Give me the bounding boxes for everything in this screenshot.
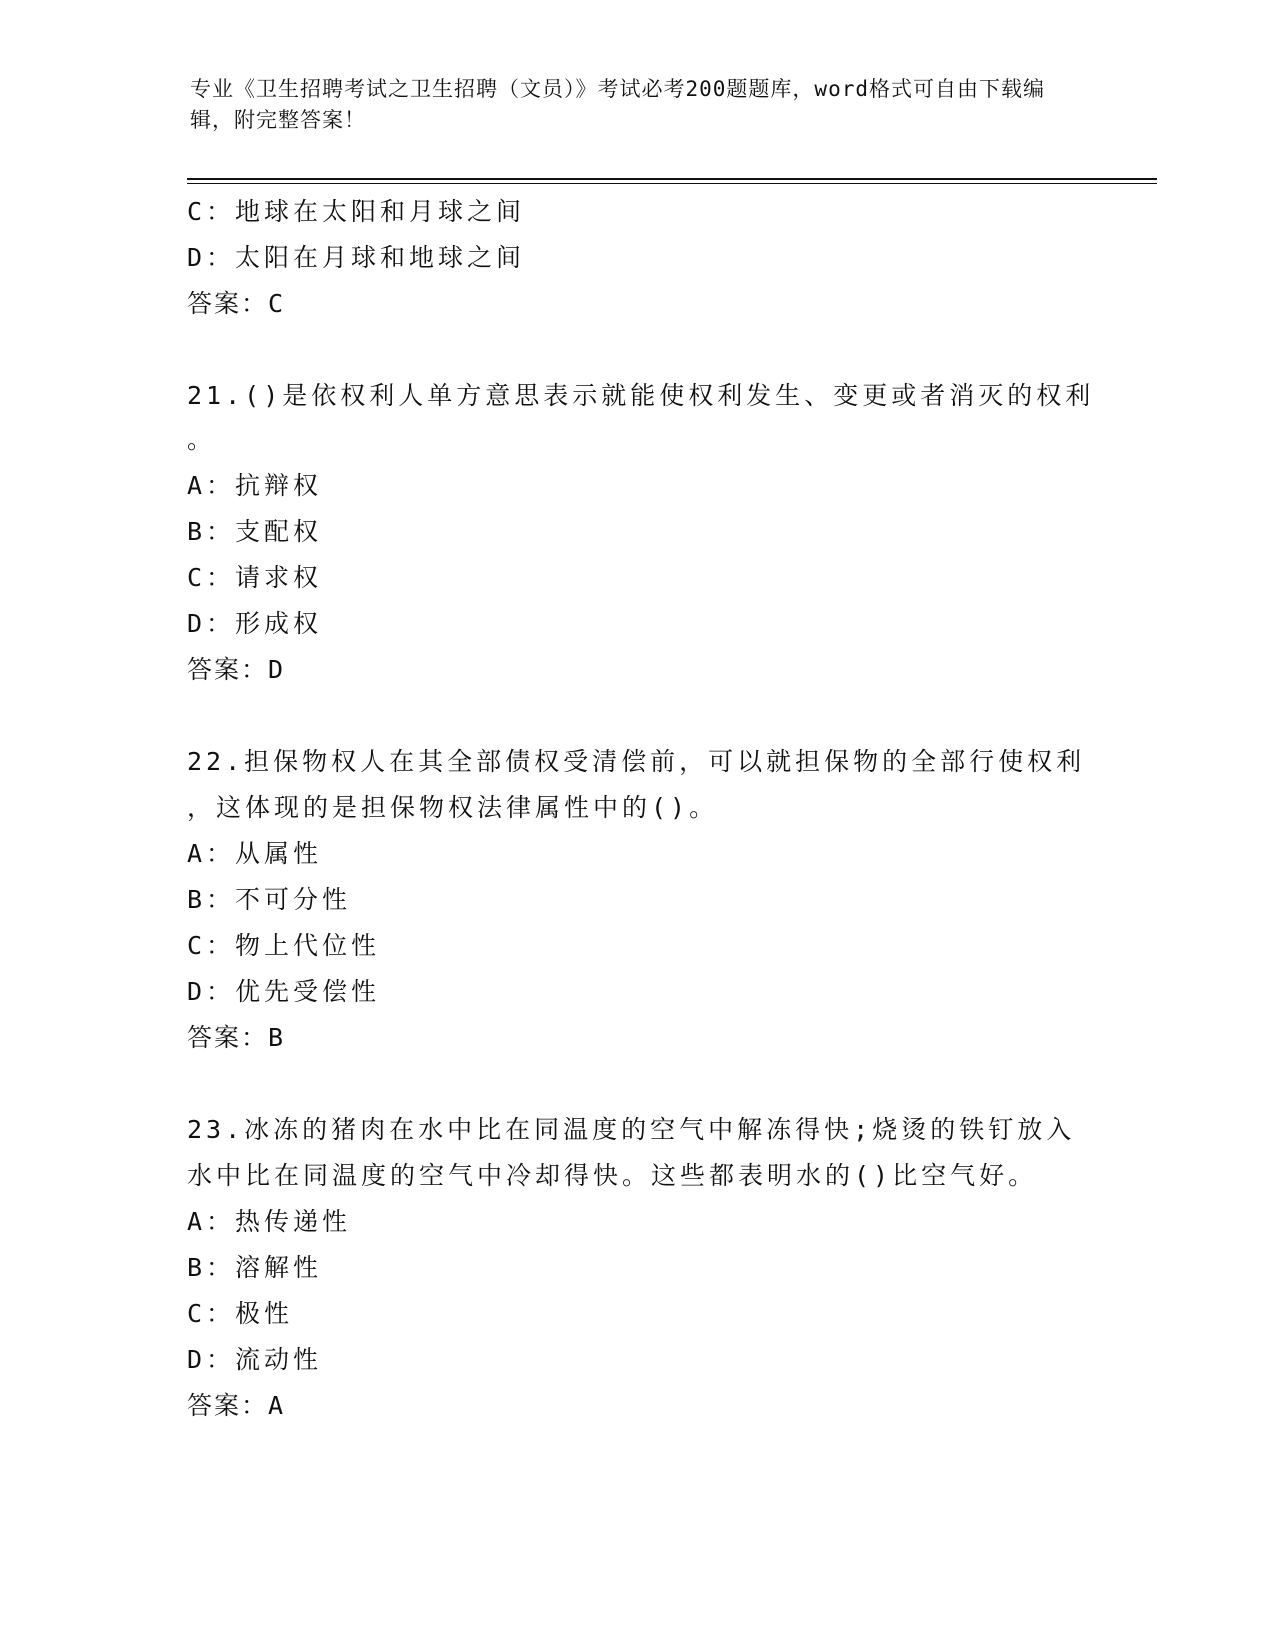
header-rule-thin: [187, 183, 1157, 184]
q21-option-c: C：请求权: [187, 563, 323, 592]
document-header: 专业《卫生招聘考试之卫生招聘（文员）》考试必考200题题库，word格式可自由下载编辑，附完整答案！: [190, 77, 1045, 132]
q21-stem-line2: 。: [187, 425, 217, 454]
q21-answer: 答案：D: [187, 655, 286, 684]
q22-option-b: B：不可分性: [187, 885, 352, 914]
q23-option-b: B：溶解性: [187, 1253, 323, 1282]
q23-stem-line2: 水中比在同温度的空气中冷却得快。这些都表明水的()比空气好。: [187, 1161, 1038, 1190]
q23-option-a: A：热传递性: [187, 1207, 352, 1236]
q22-stem-line1: 22.担保物权人在其全部债权受清偿前，可以就担保物的全部行使权利: [187, 747, 1086, 776]
q22-stem-line2: ，这体现的是担保物权法律属性中的()。: [187, 793, 719, 822]
q23-stem-line1: 23.冰冻的猪肉在水中比在同温度的空气中解冻得快;烧烫的铁钉放入: [187, 1115, 1076, 1144]
q23-answer: 答案：A: [187, 1391, 286, 1420]
q22-option-c: C：物上代位性: [187, 931, 381, 960]
header-rule-thick: [187, 178, 1157, 180]
q21-option-a: A：抗辩权: [187, 471, 323, 500]
q21-stem-line1: 21.()是依权利人单方意思表示就能使权利发生、变更或者消灭的权利: [187, 381, 1095, 410]
q23-option-d: D：流动性: [187, 1345, 323, 1374]
q20-option-c: C：地球在太阳和月球之间: [187, 197, 526, 226]
q21-option-b: B：支配权: [187, 517, 323, 546]
q21-option-d: D：形成权: [187, 609, 323, 638]
q22-option-d: D：优先受偿性: [187, 977, 381, 1006]
q22-option-a: A：从属性: [187, 839, 323, 868]
q20-option-d: D：太阳在月球和地球之间: [187, 243, 526, 272]
q20-answer: 答案：C: [187, 289, 286, 318]
q22-answer: 答案：B: [187, 1023, 286, 1052]
q23-option-c: C：极性: [187, 1299, 294, 1328]
